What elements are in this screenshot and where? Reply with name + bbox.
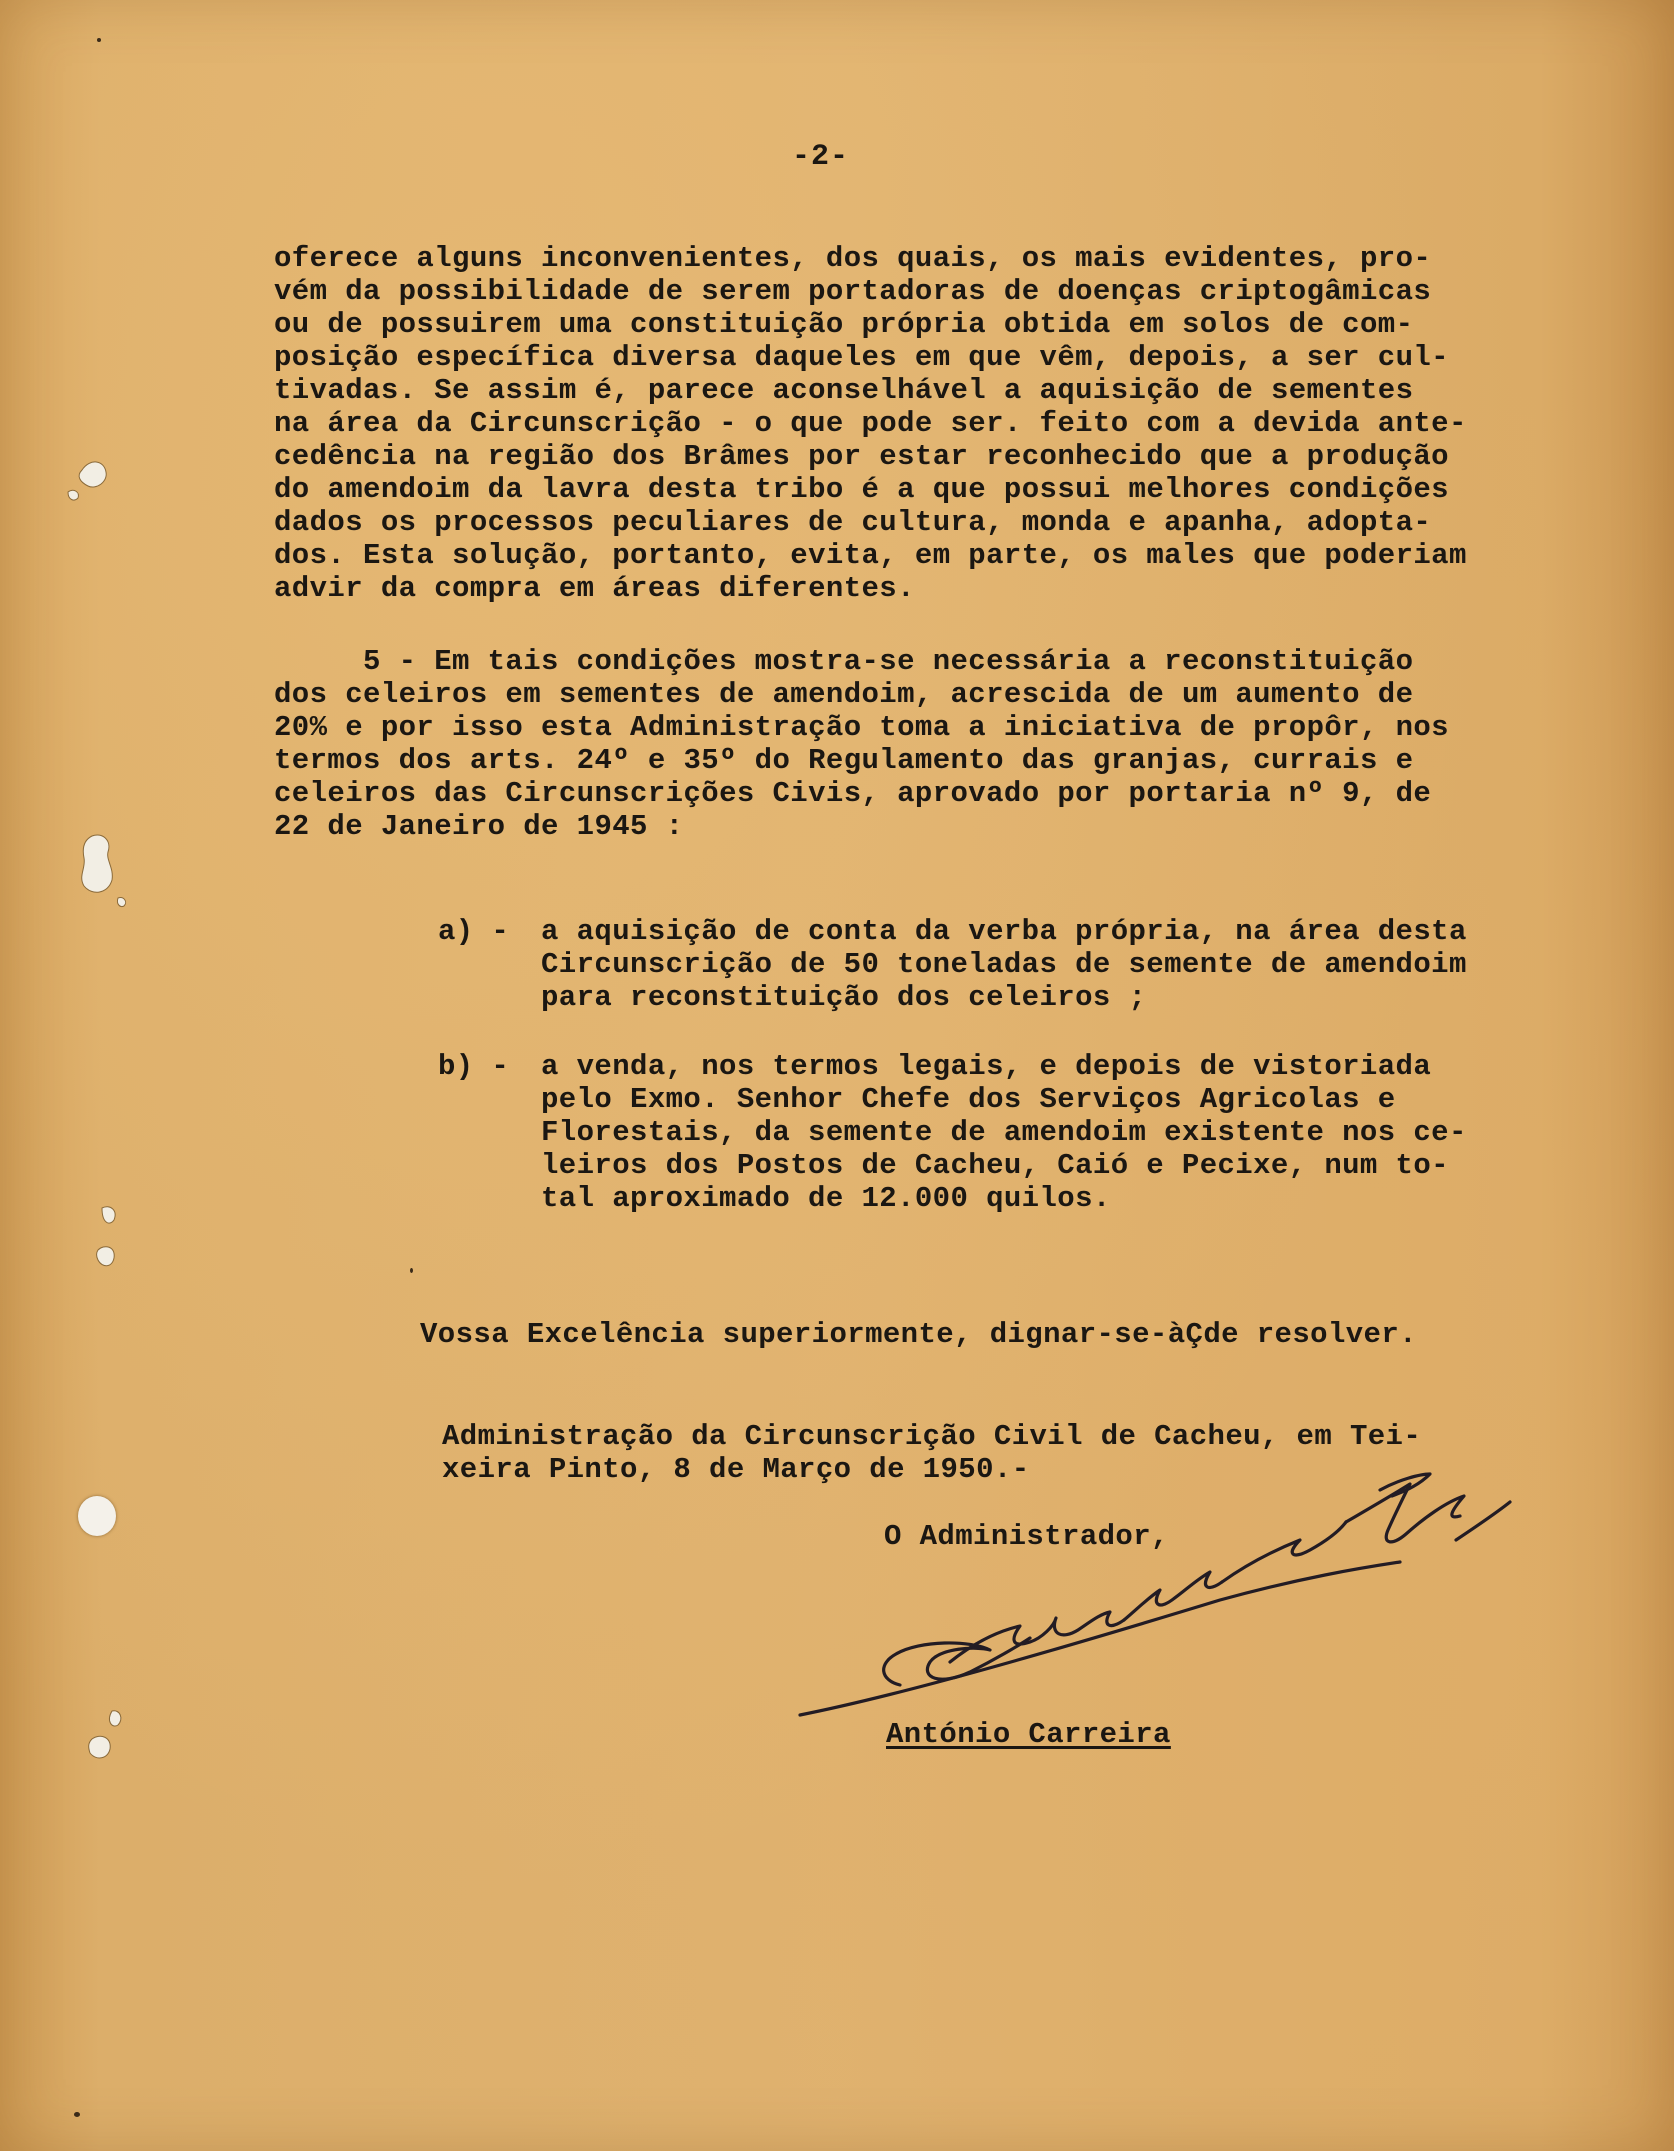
place-and-date: Administração da Circunscrição Civil de Cacheu, em Tei- xeira Pinto, 8 de Março de 1950.- bbox=[442, 1420, 1422, 1486]
administrator-title: O Administrador, bbox=[884, 1520, 1169, 1553]
paper-tear bbox=[62, 828, 142, 918]
page-number: -2- bbox=[792, 140, 850, 174]
paper-speck bbox=[74, 2112, 80, 2117]
list-item-b-text: a venda, nos termos legais, e depois de vistoriada pelo Exmo. Senhor Chefe dos Serviços Agricolas e Florestais, da semente de amendoim existente nos ce- leiros dos Postos de Cacheu, Caió e Pecixe, num to- tal aproximado de 12.000 quilos. bbox=[541, 1050, 1467, 1215]
body-paragraph-1: oferece alguns inconvenientes, dos quais, os mais evidentes, pro- vém da possibilidade de serem portadoras de doenças criptogâmicas ou de possuirem uma constituição própria obtida em solos de com- posição específica diversa daqueles em que vêm, depois, a ser cul- tivadas. Se assim é, parece aconselhável a aquisição de sementes na área da Circunscrição - o que pode ser. feito com a devida ante- cedência na região dos Brâmes por estar reconhecido que a produção do amendoim da lavra desta tribo é a que possui melhores condições dados os processos peculiares de cultura, monda e apanha, adopta- dos. Esta solução, portanto, evita, em parte, os males que poderiam advir da compra em áreas diferentes. bbox=[274, 242, 1467, 605]
paper-speck bbox=[97, 38, 101, 42]
list-item-b-marker: b) - bbox=[438, 1050, 510, 1083]
list-item-a-text: a aquisição de conta da verba própria, na área desta Circunscrição de 50 toneladas de semente de amendoim para reconstituição dos celeiros ; bbox=[541, 915, 1467, 1014]
body-paragraph-2: 5 - Em tais condições mostra-se necessária a reconstituição dos celeiros em sementes de amendoim, acrescida de um aumento de 20% e por isso esta Administração toma a iniciativa de propôr, nos termos dos arts. 24º e 35º do Regulamento das granjas, currais e celeiros das Circunscrições Civis, aprovado por portaria nº 9, de 22 de Janeiro de 1945 : bbox=[274, 645, 1449, 843]
paper-speck bbox=[410, 1268, 413, 1273]
paper-tear bbox=[60, 450, 130, 510]
paper-tear bbox=[78, 1705, 148, 1785]
paper-tear bbox=[88, 1200, 138, 1290]
punch-hole bbox=[78, 1496, 116, 1536]
closing-request: Vossa Excelência superiormente, dignar-se-àÇde resolver. bbox=[420, 1318, 1417, 1351]
signatory-name: António Carreira bbox=[886, 1718, 1171, 1751]
list-item-a-marker: a) - bbox=[438, 915, 510, 948]
